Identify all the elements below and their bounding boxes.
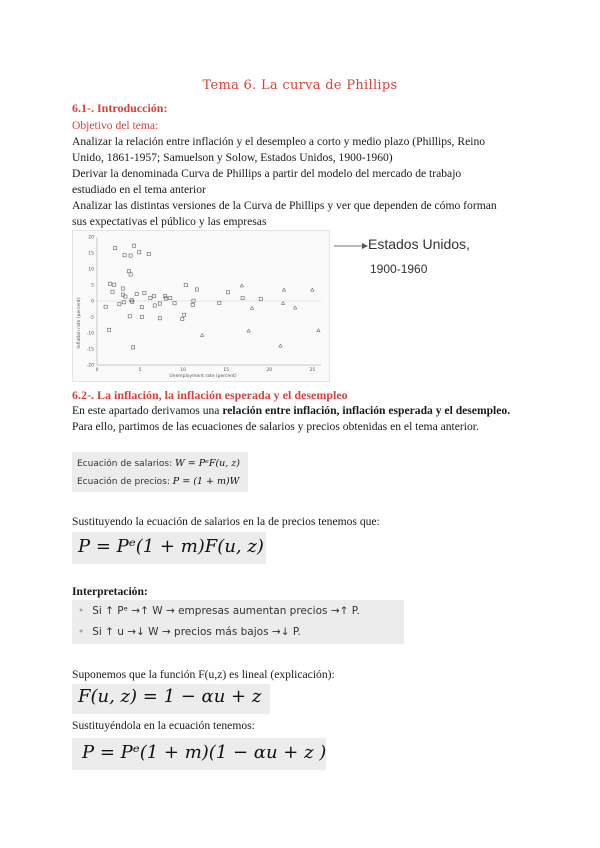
data-point-square (181, 317, 184, 320)
x-tick-label: 5 (138, 368, 142, 373)
x-tick-label: 10 (180, 368, 187, 373)
bullet-dot-icon: • (78, 626, 85, 638)
scatter-chart (73, 231, 329, 381)
data-point-square (147, 252, 150, 255)
main-equation-box (72, 532, 266, 564)
data-point-square (173, 302, 176, 305)
data-point-square (135, 292, 138, 295)
data-point-square (191, 303, 194, 306)
linear-equation: F(u, z) = 1 − αu + z (78, 686, 262, 707)
data-point-square (195, 288, 198, 291)
data-point-square (107, 328, 110, 331)
document-title: Tema 6. La curva de Phillips (202, 78, 398, 93)
y-tick-label: 10 (88, 267, 94, 273)
y-tick-label: 0 (91, 299, 94, 305)
data-point-square (184, 283, 187, 286)
final-equation-box (72, 738, 326, 770)
data-point-square (158, 302, 161, 305)
data-point-square (111, 290, 114, 293)
interpretation-bullet-1 (78, 605, 360, 617)
data-point-square (132, 244, 135, 247)
data-point-triangle (200, 333, 203, 336)
p1-text-a: En este apartado derivamos una (72, 404, 223, 417)
equations-box (72, 452, 248, 492)
prices-label: Ecuación de precios: (77, 477, 170, 487)
main-equation: P = Pᵉ(1 + m)F(u, z) (78, 536, 264, 557)
data-point-square (169, 297, 172, 300)
objective-label: Objetivo del tema: (72, 119, 159, 132)
bullet-1-text: Si ↑ Pᵉ →↑ W → empresas aumentan precios →↑ P. (92, 605, 360, 617)
interpretation-bullet-2 (78, 626, 301, 638)
wages-equation: W = PᵉF(u, z) (175, 458, 241, 469)
data-point-triangle (282, 288, 285, 291)
data-point-square (113, 247, 116, 250)
interpretation-heading: Interpretación: (72, 585, 148, 598)
interpretation-box (72, 600, 404, 644)
data-point-square (140, 315, 143, 318)
y-axis-label: Inflation rate (percent) (77, 297, 82, 349)
y-tick-label: -20 (86, 363, 94, 369)
p1-text-bold: relación entre inflación, inflación esperada y el desempleo. (222, 404, 511, 417)
figure-annotation (330, 234, 510, 284)
data-point-square (259, 297, 262, 300)
y-tick-label: 15 (88, 251, 94, 257)
data-point-square (143, 291, 146, 294)
prices-equation: P = (1 + m)W (172, 476, 240, 487)
x-axis-label: Unemployment rate (percent) (169, 374, 237, 379)
intro-line-4: estudiado en el tema anterior (72, 183, 206, 196)
x-tick-label: 0 (95, 368, 99, 373)
data-point-square (104, 305, 107, 308)
bullet-2-text: Si ↑ u →↓ W → precios más bajos →↓ P. (92, 626, 301, 638)
data-point-triangle (240, 284, 243, 287)
data-point-square (182, 313, 185, 316)
data-point-square (108, 282, 111, 285)
data-point-square (218, 301, 221, 304)
data-point-square (118, 303, 121, 306)
x-tick-label: 20 (266, 368, 273, 373)
data-point-triangle (281, 301, 284, 304)
substitution-text: Sustituyendo la ecuación de salarios en la de precios tenemos que: (72, 515, 380, 528)
data-point-square (192, 299, 195, 302)
intro-line-5: Analizar las distintas versiones de la Curva de Phillips y ver que dependen de cómo forman (72, 199, 497, 212)
data-point-square (131, 300, 134, 303)
substitution-text-2: Sustituyéndola en la ecuación tenemos: (72, 719, 255, 732)
data-point-square (128, 315, 131, 318)
data-point-square (226, 291, 229, 294)
data-point-triangle (293, 306, 296, 309)
y-tick-label: 5 (91, 283, 94, 289)
x-tick-label: 25 (309, 368, 316, 373)
annotation-country: Estados Unidos, (368, 236, 470, 252)
phillips-figure (72, 230, 330, 382)
arrow-right-icon (332, 238, 372, 254)
intro-line-6: sus expectativas el público y las empresas (72, 215, 267, 228)
y-tick-label: 20 (88, 235, 94, 241)
data-point-square (164, 297, 167, 300)
data-point-square (113, 283, 116, 286)
data-point-square (241, 297, 244, 300)
data-point-square (130, 299, 133, 302)
intro-line-1: Analizar la relación entre inflación y el desempleo a corto y medio plazo (Phillips, Reino (72, 135, 486, 148)
y-tick-label: -5 (89, 315, 94, 321)
section-heading-intro: 6.1-. Introducción: (72, 101, 168, 115)
data-point-square (127, 270, 130, 273)
data-point-square (121, 287, 124, 290)
data-point-square (138, 251, 141, 254)
data-point-square (152, 295, 155, 298)
linear-equation-box (72, 684, 270, 714)
data-point-triangle (250, 306, 253, 309)
data-point-square (129, 273, 132, 276)
intro-line-3: Derivar la denominada Curva de Phillips a partir del modelo del mercado de trabajo (72, 167, 462, 180)
y-tick-label: -10 (86, 331, 94, 337)
data-point-square (129, 254, 132, 257)
section-heading-inflation: 6.2-. La inflación, la inflación esperada y el desempleo (72, 388, 348, 402)
annotation-period: 1900-1960 (370, 262, 428, 276)
data-point-triangle (311, 288, 314, 291)
data-point-square (140, 305, 143, 308)
data-point-square (149, 296, 152, 299)
data-point-triangle (317, 329, 320, 332)
wages-equation-row (77, 458, 240, 469)
wages-label: Ecuación de salarios: (77, 459, 173, 469)
p1-text-b: Para ello, partimos de las ecuaciones de salarios y precios obtenidas en el tema anterior. (72, 420, 479, 433)
data-point-square (123, 254, 126, 257)
data-point-square (153, 304, 156, 307)
data-point-triangle (247, 329, 250, 332)
data-point-square (163, 295, 166, 298)
data-point-square (132, 346, 135, 349)
prices-equation-row (77, 476, 239, 487)
section2-paragraph (72, 403, 522, 435)
y-tick-label: -15 (86, 347, 94, 353)
linear-assumption-text: Suponemos que la función F(u,z) es lineal (explicación): (72, 668, 335, 681)
x-tick-label: 15 (223, 368, 230, 373)
bullet-dot-icon: • (78, 605, 85, 617)
final-equation: P = Pᵉ(1 + m)(1 − αu + z ) (82, 742, 327, 763)
data-point-square (158, 317, 161, 320)
intro-line-2: Unido, 1861-1957; Samuelson y Solow, Estados Unidos, 1900-1960) (72, 151, 393, 164)
data-point-triangle (279, 344, 282, 347)
